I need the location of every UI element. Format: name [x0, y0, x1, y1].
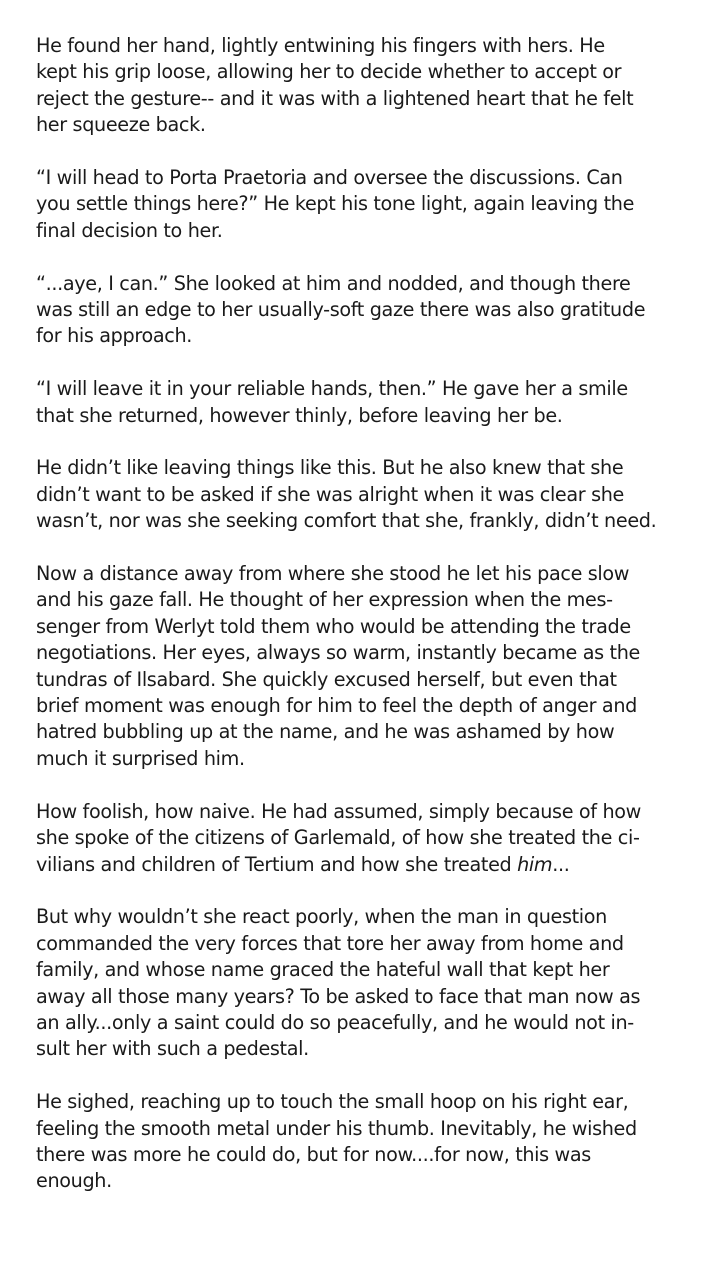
paragraph-7 [36, 799, 690, 878]
paragraph-2: “I will head to Porta Praetoria and oversee the discussions. Can you settle things here?” He kept his tone light, again leaving the final decision to her. [36, 166, 635, 242]
paragraph-3: “...aye, I can.” She looked at him and nodded, and though there was still an edge to her usually-soft gaze there was also gratitude for his approach. [36, 271, 646, 348]
paragraph-1: He found her hand, lightly entwining his fingers with hers. He kept his grip loose, allowing her to decide whether to accept or reject the gesture-- and it was with a lightened heart that he felt her squeeze back. [36, 34, 634, 137]
paragraph-9: He sighed, reaching up to touch the small hoop on his right ear, feeling the smooth metal under his thumb. Inevitably, he wished there was more he could do, but for now....for now, this was enough. [36, 1090, 637, 1193]
paragraph-7-text: How foolish, how naive. He had assumed, simply because of how she spoke of the citizens of Garlemald, of how she treated the ci- vilians and children of Tertium and how she treated [36, 799, 641, 876]
story-page [36, 33, 690, 1221]
paragraph-8: But why wouldn’t she react poorly, when the man in question commanded the very forces that tore her away from home and family, and whose name graced the hateful wall that kept her away all those many years? To be asked to face that man now as an ally...only a saint could do so peacefully, and he would not in- sult her with such a pedestal. [36, 905, 641, 1061]
paragraph-7-emphasis: him [517, 852, 553, 876]
paragraph-5: He didn’t like leaving things like this. But he also knew that she didn’t want to be asked if she was alright when it was clear she wasn’t, nor was she seeking comfort that she, frankly, didn’t need. [36, 456, 657, 533]
paragraph-6: Now a distance away from where she stood he let his pace slow and his gaze fall. He thought of her expression when the mes- senger from Werlyt told them who would be attending the trade negotiations. Her eyes, always so warm, instantly became as the tundras of Ilsabard. She quickly excused herself, but even that brief moment was enough for him to feel the depth of anger and hatred bubbling up at the name, and he was ashamed by how much it surprised him. [36, 562, 640, 770]
paragraph-7-ellipsis: ... [552, 852, 570, 876]
paragraph-4: “I will leave it in your reliable hands, then.” He gave her a smile that she returned, however thinly, before leaving her be. [36, 377, 628, 427]
